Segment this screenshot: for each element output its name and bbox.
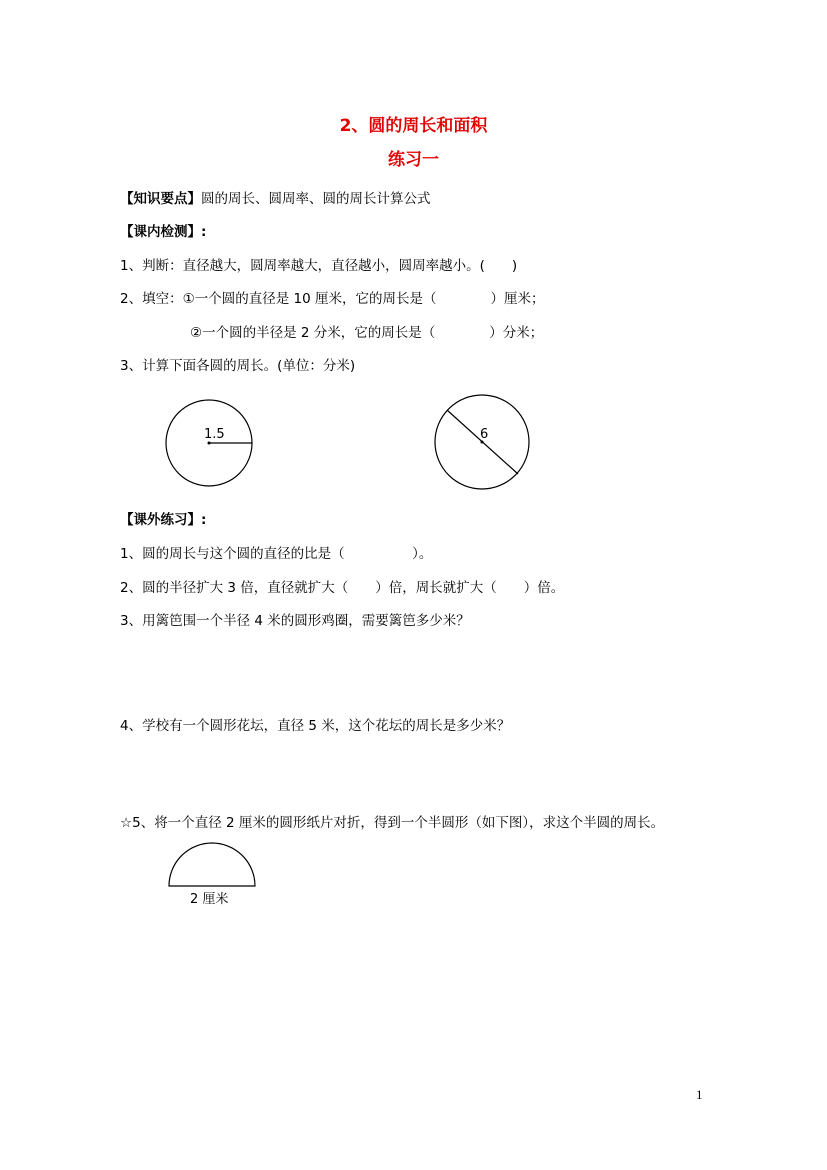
after-class-q2: 2、圆的半径扩大 3 倍，直径就扩大（ ）倍，周长就扩大（ ）倍。 [120, 580, 565, 596]
knowledge-label: 【知识要点】 [120, 191, 201, 207]
in-class-q1: 1、判断：直径越大，圆周率越大，直径越小，圆周率越小。( ) [120, 258, 518, 274]
in-class-q3: 3、计算下面各圆的周长。(单位：分米) [120, 358, 356, 374]
diameter-label: 6 [480, 427, 489, 442]
circle-diameter-figure [430, 392, 536, 494]
in-class-q2a: 2、填空：①一个圆的直径是 10 厘米，它的周长是（ ）厘米； [120, 291, 545, 307]
after-class-q1: 1、圆的周长与这个圆的直径的比是（ ）。 [120, 546, 433, 562]
circle-radius-figure [160, 392, 260, 492]
after-class-q4: 4、学校有一个圆形花坛，直径 5 米，这个花坛的周长是多少米？ [120, 718, 511, 734]
semicircle-figure [160, 838, 270, 910]
knowledge-line [120, 190, 431, 208]
page-title: 2、圆的周长和面积 [339, 116, 488, 136]
semicircle-label: 2 厘米 [190, 892, 229, 907]
semicircle-outline [169, 843, 255, 886]
page-number: 1 [696, 1087, 703, 1102]
after-class-q3: 3、用篱笆围一个半径 4 米的圆形鸡圈，需要篱笆多少米？ [120, 613, 470, 629]
in-class-label: 【课内检测】: [120, 224, 207, 240]
in-class-q2b: ②一个圆的半径是 2 分米，它的周长是（ ）分米； [190, 325, 544, 341]
knowledge-text: 圆的周长、圆周率、圆的周长计算公式 [201, 191, 431, 207]
after-class-label: 【课外练习】: [120, 512, 207, 528]
after-class-q5: ☆5、将一个直径 2 厘米的圆形纸片对折，得到一个半圆形（如下图），求这个半圆的周长。 [120, 815, 665, 831]
page-subtitle: 练习一 [388, 150, 439, 170]
radius-label: 1.5 [204, 427, 225, 442]
